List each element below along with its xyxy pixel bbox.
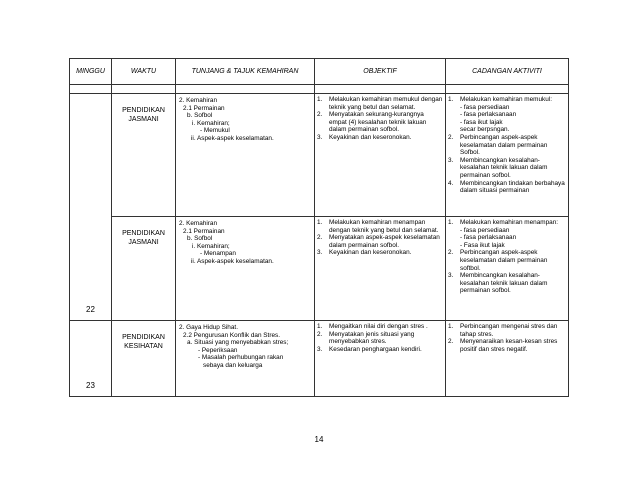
- sub-item: - Fasa ikut lajak: [460, 241, 505, 249]
- week-number: 22: [70, 94, 112, 321]
- subject-cell: [112, 94, 176, 217]
- objektif-cell: [315, 94, 446, 217]
- list-item: 4. Membincangkan tindakan berbahaya dalam situasi permainan: [448, 179, 565, 195]
- week-number: 23: [70, 321, 112, 397]
- list-item: 3. Membincangkan kesalahan-kesalahan teknik lakuan dalam permainan sofbol.: [448, 272, 548, 295]
- tunjang-line: ii. Aspek-aspek keselamatan.: [191, 134, 274, 142]
- page-number: 14: [314, 435, 324, 444]
- tunjang-line: 2.1 Permainan: [183, 227, 225, 235]
- table-row: [70, 217, 569, 321]
- header-cadangan: CADANGAN AKTIVITI: [446, 59, 569, 85]
- header-minggu: MINGGU: [70, 59, 112, 85]
- spacer-row: [70, 85, 569, 94]
- subject-line: PENDIDIKAN: [122, 334, 165, 341]
- subject-line: PENDIDIKAN: [122, 230, 165, 237]
- table-row: [70, 94, 569, 217]
- tunjang-line: - Menampan: [200, 250, 236, 258]
- tunjang-line: 2. Kemahiran: [179, 220, 218, 227]
- header-waktu: WAKTU: [112, 59, 176, 85]
- list-item: 2. Perbincangan aspek-aspek keselamatan dalam permainan Sofbol.: [448, 133, 548, 157]
- list-item: 2. Menyatakan aspek-aspek keselamatan dalam permainan sofbol.: [317, 234, 440, 249]
- list-item: 2. Menyatakan sekurang-kurangnya empat (4) kesalahan teknik lakuan dalam permainan sofbol.: [317, 111, 427, 134]
- tunjang-line: 2.1 Permainan: [183, 104, 225, 112]
- subject-cell: [112, 217, 176, 321]
- list-item: 1. Mengaitkan nilai diri dengan stres .: [317, 323, 428, 330]
- sub-item: - fasa perlaksanaan: [460, 111, 517, 119]
- list-item: 3. Kesedaran penghargaan kendiri.: [317, 345, 422, 353]
- tunjang-line: sebaya dan keluarga: [203, 361, 263, 369]
- tunjang-line: a. Situasi yang menyebabkan stres;: [187, 339, 289, 347]
- sub-item: - fasa perlaksanaan: [460, 234, 517, 242]
- sub-item: secar berpsngan.: [460, 126, 510, 134]
- header-objektif: OBJEKTIF: [315, 59, 446, 85]
- sub-item: - fasa persediaan: [460, 103, 510, 111]
- list-item: 1. Perbincangan mengenai stres dan tahap stres.: [448, 323, 558, 338]
- tunjang-line: - Memukul: [200, 127, 230, 135]
- cadangan-cell: [446, 217, 569, 321]
- tunjang-cell: [176, 321, 315, 397]
- table-row: [70, 321, 569, 397]
- list-item: 3. Membincangkan kesalahan-kesalahan teknik lakuan dalam permainan sofbol.: [448, 156, 548, 179]
- sub-item: - fasa persediaan: [460, 226, 510, 234]
- tunjang-cell: [176, 217, 315, 321]
- objektif-cell: [315, 321, 446, 397]
- list-item: 1. Melakukan kemahiran menampan:: [448, 219, 559, 226]
- list-item: 3. Keyakinan dan keseronokan.: [317, 133, 412, 141]
- subject-line: JASMANI: [128, 239, 159, 246]
- tunjang-line: - Peperiksaan: [198, 346, 238, 354]
- list-item: 2. Menyenaraikan kesan-kesan stres positif dan stres negatif.: [448, 338, 558, 353]
- sub-item: - fasa ikut lajak: [460, 118, 503, 126]
- tunjang-line: b. Sofbol: [187, 235, 213, 243]
- tunjang-line: 2. Gaya Hidup Sihat.: [179, 324, 238, 331]
- header-tunjang: TUNJANG & TAJUK KEMAHIRAN: [176, 59, 315, 85]
- list-item: 1. Melakukan kemahiran memukul dengan teknik yang betul dan selamat.: [317, 96, 443, 111]
- list-item: 2. Menyatakan jenis situasi yang menyebabkan stres.: [317, 330, 415, 346]
- header-row: [70, 59, 569, 85]
- cadangan-cell: [446, 321, 569, 397]
- tunjang-cell: [176, 94, 315, 217]
- subject-line: KESIHATAN: [124, 343, 163, 350]
- cadangan-cell: [446, 94, 569, 217]
- subject-cell: [112, 321, 176, 397]
- tunjang-line: 2.2 Pengurusan Konflik dan Stres.: [183, 331, 280, 339]
- lesson-plan-table: [69, 58, 569, 397]
- tunjang-line: b. Sofbol: [187, 112, 213, 120]
- tunjang-line: i. Kemahiran;: [192, 119, 230, 127]
- subject-line: JASMANI: [128, 116, 159, 123]
- subject-line: PENDIDIKAN: [122, 107, 165, 114]
- tunjang-line: 2. Kemahiran: [179, 97, 218, 104]
- list-item: 1. Melakukan kemahiran memukul:: [448, 96, 552, 103]
- tunjang-line: ii. Aspek-aspek keselamatan.: [191, 257, 274, 265]
- list-item: 2. Perbincangan aspek-aspek keselamatan dalam permainan softbol.: [448, 249, 548, 272]
- list-item: 3. Keyakinan dan keseronokan.: [317, 249, 412, 257]
- tunjang-line: i. Kemahiran;: [192, 242, 230, 250]
- objektif-cell: [315, 217, 446, 321]
- list-item: 1. Melakukan kemahiran menampan dengan teknik yang betul dan selamat.: [317, 219, 439, 234]
- tunjang-line: - Masalah perhubungan rakan: [198, 354, 284, 362]
